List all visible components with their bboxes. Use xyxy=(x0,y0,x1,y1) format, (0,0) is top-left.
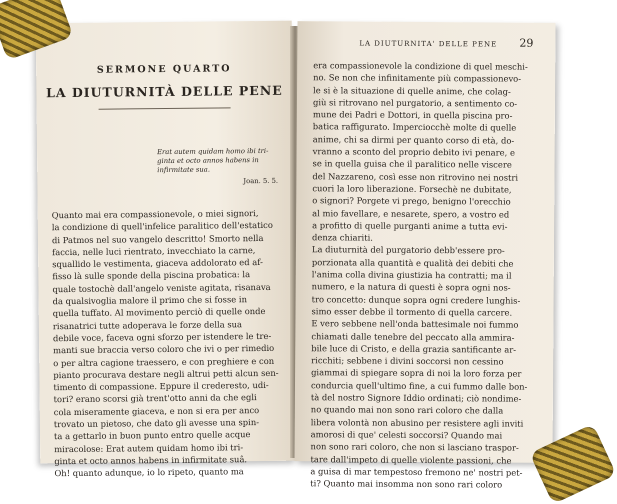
running-head: LA DIUTURNITA' DELLE PENE xyxy=(359,39,498,49)
text-line: cola miseramente giaceva, e non si era per anco xyxy=(53,404,260,417)
text-line: fisso là sulle sponde della piscina probatica: la xyxy=(52,269,251,282)
text-line: cuori la loro liberazione. Forsechè ne dubitate, xyxy=(312,183,512,195)
epigraph-citation: Joan. 5. 5. xyxy=(243,176,279,186)
title-rule xyxy=(99,107,231,109)
chapter-title: LA DIUTURNITÀ DELLE PENE xyxy=(46,82,283,101)
text-line: amorosi di que' celesti soccorsi? Quando mai xyxy=(310,429,503,441)
text-line: quella tuffato. Al movimento perciò di quelle onde xyxy=(52,306,266,319)
text-line: di Patmos nel suo vangelo descritto! Smorto nella xyxy=(51,232,264,245)
text-line: a guisa di mar tempestoso fremono ne' nostri pet- xyxy=(310,466,523,478)
text-line: squallido le vestimenta, giaceva addolorato ed af- xyxy=(52,257,263,270)
text-line: le si è la situazione di quelle anime, che colag- xyxy=(313,84,511,97)
text-line: l'anima colla divina giustizia ha contratti; ma il xyxy=(311,269,512,281)
epigraph xyxy=(157,147,287,175)
text-line: era compassionevole la condizione di quel meschi- xyxy=(313,60,528,72)
text-line: ta a gettarlo in buon punto entro quelle acque xyxy=(53,429,251,442)
text-line: timento di compassione. Eppure il crederesto, udi- xyxy=(53,380,269,393)
text-line: numero, e la natura di questi è sopra ogni nos- xyxy=(311,281,511,293)
text-line: ricchiti; sebbene i divini soccorsi non cessino xyxy=(311,355,504,367)
text-line: da qualsivoglia malore il primo che si fosse in xyxy=(52,294,247,307)
text-line: libera volontà non abusino per resistere agli inviti xyxy=(310,416,524,429)
text-line: debile voce, faceva ogni sforzo per istendere le tre- xyxy=(52,330,272,344)
text-line: chiamati dalle tenebre del peccato alla ammira- xyxy=(311,330,515,343)
text-line: o signori? Porgete vi prego, benigno l'orecchio xyxy=(312,195,511,207)
text-line: a profitto di quelle purganti anime a tutta evi- xyxy=(312,220,508,232)
sermon-heading: SERMONE QUARTO xyxy=(96,63,232,76)
text-line: non sono rari coloro, che non si lasciano traspor- xyxy=(310,441,519,453)
text-line: Oh! quanto adunque, io lo ripeto, quanto ma xyxy=(54,466,244,479)
text-line: giammai di spiegare sopra di noi la loro forza per xyxy=(311,367,522,380)
left-page xyxy=(36,21,297,479)
text-line: miracolose: Erat autem quidam homo ibi tri- xyxy=(54,441,244,454)
right-page xyxy=(294,21,555,490)
text-line: faccia, nelle luci rientrato, invecchiato la carne, xyxy=(52,244,256,258)
text-line: Quanto mai era compassionevole, o miei signori, xyxy=(51,208,259,221)
text-line: E vero sebbene nell'onda battesimale noi fummo xyxy=(311,318,519,330)
text-line: risanatrici tutte adoperava le forze della sua xyxy=(52,318,243,331)
text-line: al mio favellare, e nesarete, spero, a vostro ed xyxy=(312,207,510,220)
text-line: denza chiariti. xyxy=(311,232,374,243)
text-line: o per altra cagione traessero, e con preghiere e con xyxy=(53,355,275,368)
epigraph-line: infirmitate sua. xyxy=(157,165,211,175)
text-line: no. Se non che infinitamente più compassionevo- xyxy=(313,72,522,84)
open-book xyxy=(32,22,560,490)
epigraph-line: ginta et octo annos habens in xyxy=(157,156,259,166)
text-line: mune dei Padri e Dottori, in quella piscina pro- xyxy=(312,109,513,121)
text-line: tare dall'impeto di quelle violente passioni, che xyxy=(310,453,512,466)
text-line: batica raffigurato. Imperciocchè molte di quelle xyxy=(312,121,517,134)
text-line: anime, chi sa dirmi per quanto corso di età, do- xyxy=(312,133,515,146)
text-line: tà del nostro Signore Iddio ordinati; ciò nondime- xyxy=(310,392,522,404)
text-line: la condizione di quell'infelice paralitico dell'estatico xyxy=(51,220,273,233)
text-line: no quando mai non sono rari coloro che dalla xyxy=(310,404,504,416)
page-number: 29 xyxy=(519,36,534,50)
text-line: ginta et octo annos habens in infirmitate suâ. xyxy=(54,454,248,467)
text-line: tori? erano scorsi già trent'otto anni da che egli xyxy=(53,392,257,405)
text-line: pianto procurava destare negli altrui petti alcun sen- xyxy=(53,367,279,381)
right-page-body xyxy=(310,59,551,491)
text-line: condurcia quell'ultimo fine, a cui fummo dalle bon- xyxy=(310,379,528,392)
text-line: bile luce di Cristo, e della grazia santificante ar- xyxy=(311,343,517,355)
text-line: quale tostochè dall'angelo veniste agitata, risanava xyxy=(52,281,271,294)
text-line: tro concetto: dunque sopra ogni credere lunghis- xyxy=(311,293,521,306)
text-line: simo esser debbe il tormento di quella carcere. xyxy=(311,306,513,318)
epigraph-line: Erat autem quidam homo ibi tri- xyxy=(157,146,269,157)
text-line: porzionata alla quantità e qualità dei debiti che xyxy=(311,256,514,269)
text-line: del Nazzareno, così esse non ritrovino nei nostri xyxy=(312,170,519,183)
text-line: vranno a sconto del proprio debito ivi penare, e xyxy=(312,146,515,158)
text-line: trovato un pietoso, che dato gli avesse una spin- xyxy=(53,417,260,430)
text-line: se in quella guisa che il paralitico nelle viscere xyxy=(312,158,512,170)
text-line: giù si ritrovano nel purgatorio, a sentimento co- xyxy=(312,97,518,109)
text-line: manti sue braccia verso coloro che ivi o per rimedio xyxy=(53,343,275,356)
text-line: La diuturnità del purgatorio debb'essere pro- xyxy=(311,244,505,257)
left-page-body xyxy=(52,207,297,480)
text-line: ti? Quanto mai insomma non sono rari coloro xyxy=(310,478,503,490)
